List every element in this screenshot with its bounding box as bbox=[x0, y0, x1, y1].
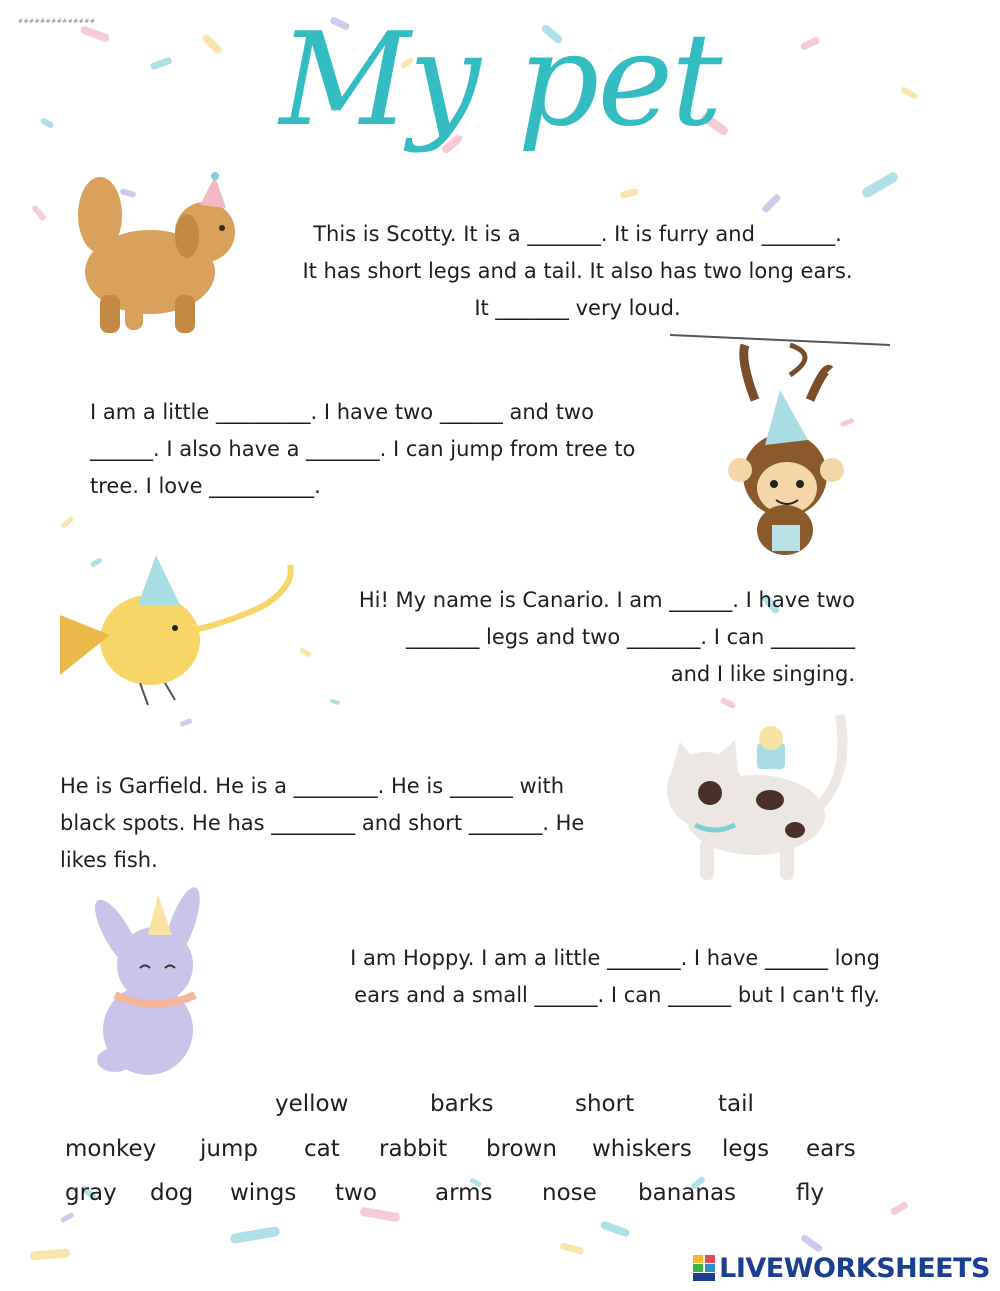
word-bank-item: legs bbox=[722, 1136, 770, 1162]
dog-line-1: This is Scotty. It is a _______. It is furry and _______. bbox=[313, 222, 842, 246]
word-bank-item: brown bbox=[486, 1136, 558, 1162]
bird-illustration bbox=[60, 555, 291, 705]
bird-line-3: and I like singing. bbox=[670, 662, 855, 686]
word-bank-item: jump bbox=[200, 1136, 258, 1162]
rabbit-paragraph bbox=[270, 940, 880, 1014]
cat-illustration bbox=[667, 715, 843, 880]
cat-paragraph bbox=[60, 768, 660, 879]
liveworksheets-logo-icon bbox=[693, 1255, 715, 1281]
dog-paragraph bbox=[270, 216, 885, 327]
word-bank-item: arms bbox=[435, 1180, 493, 1206]
page-title: My pet bbox=[279, 6, 721, 155]
rabbit-illustration bbox=[87, 883, 207, 1075]
liveworksheets-logo-text: LIVEWORKSHEETS bbox=[719, 1252, 990, 1284]
word-bank-item: fly bbox=[796, 1180, 825, 1206]
dog-line-3: It _______ very loud. bbox=[474, 296, 681, 320]
monkey-line-2: ______. I also have a _______. I can jump from tree to bbox=[90, 437, 636, 461]
worksheet-id-text: ############## bbox=[18, 18, 96, 25]
bird-line-2: _______ legs and two _______. I can ________ bbox=[405, 625, 855, 649]
liveworksheets-logo[interactable] bbox=[693, 1250, 990, 1286]
word-bank-item: tail bbox=[718, 1091, 754, 1117]
word-bank-item: wings bbox=[230, 1180, 297, 1206]
dog-illustration bbox=[78, 172, 235, 333]
word-bank-item: yellow bbox=[275, 1091, 349, 1117]
word-bank-item: barks bbox=[430, 1091, 494, 1117]
cat-line-1: He is Garfield. He is a ________. He is ______ with bbox=[60, 774, 565, 798]
cat-line-2: black spots. He has ________ and short _______. He bbox=[60, 811, 585, 835]
word-bank-item: ears bbox=[806, 1136, 856, 1162]
word-bank-item: rabbit bbox=[379, 1136, 448, 1162]
cat-line-3: likes fish. bbox=[60, 848, 158, 872]
rabbit-line-2: ears and a small ______. I can ______ but I can't fly. bbox=[354, 983, 880, 1007]
monkey-paragraph bbox=[90, 394, 710, 505]
rabbit-line-1: I am Hoppy. I am a little _______. I have ______ long bbox=[350, 946, 880, 970]
word-bank-item: whiskers bbox=[592, 1136, 692, 1162]
word-bank-item: bananas bbox=[638, 1180, 737, 1206]
word-bank-item: two bbox=[335, 1180, 377, 1206]
word-bank-item: gray bbox=[65, 1180, 117, 1206]
monkey-line-1: I am a little _________. I have two ______ and two bbox=[90, 400, 594, 424]
word-bank-item: cat bbox=[304, 1136, 340, 1162]
word-bank-item: monkey bbox=[65, 1136, 157, 1162]
dog-line-2: It has short legs and a tail. It also has two long ears. bbox=[302, 259, 853, 283]
bird-line-1: Hi! My name is Canario. I am ______. I have two bbox=[358, 588, 855, 612]
monkey-line-3: tree. I love __________. bbox=[90, 474, 321, 498]
bird-paragraph bbox=[305, 582, 855, 693]
word-bank-item: nose bbox=[542, 1180, 597, 1206]
word-bank-item: short bbox=[575, 1091, 635, 1117]
word-bank-item: dog bbox=[150, 1180, 194, 1206]
